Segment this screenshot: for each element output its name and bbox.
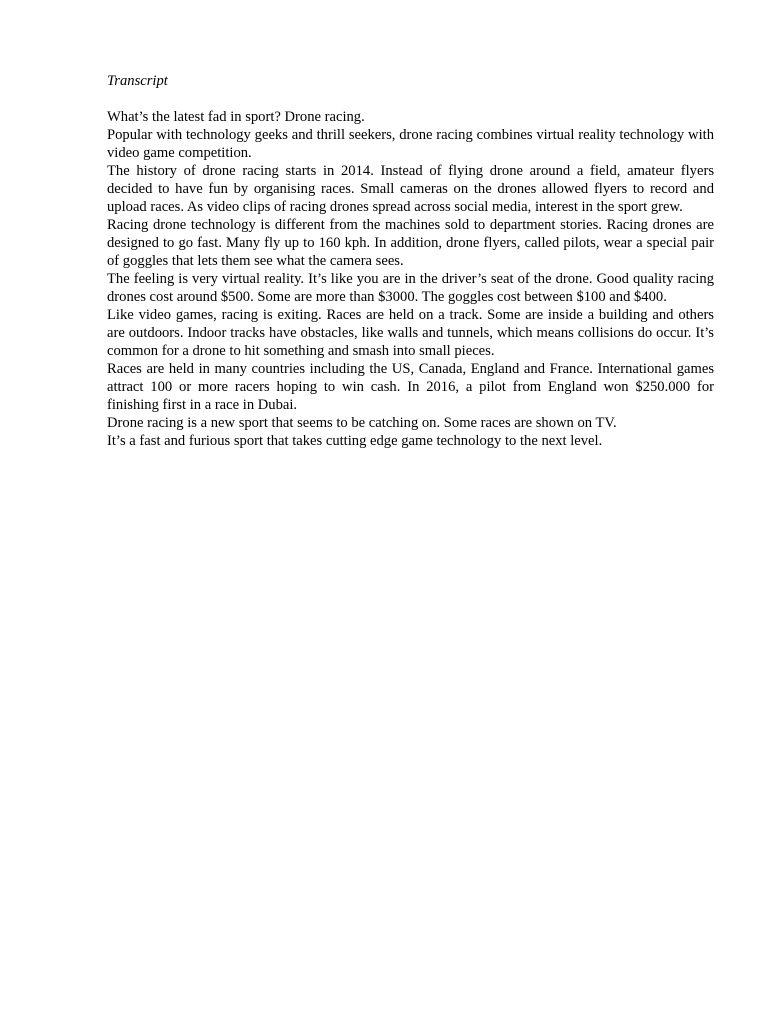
document-title: Transcript bbox=[107, 73, 168, 89]
paragraph: What’s the latest fad in sport? Drone racing. bbox=[107, 109, 365, 125]
document-body bbox=[107, 72, 714, 450]
paragraph: The history of drone racing starts in 2014. Instead of flying drone around a field, amateur flyers decided to have fun by organising races. Small cameras on the drones allowed flyers to record and upload races. As video clips of racing drones spread across social media, interest in the sport grew. bbox=[107, 163, 714, 215]
paragraph: Racing drone technology is different from the machines sold to department stories. Racing drones are designed to go fast. Many fly up to 160 kph. In addition, drone flyers, called pilots, wear a special pair of goggles that lets them see what the camera sees. bbox=[107, 217, 714, 269]
paragraph: Races are held in many countries including the US, Canada, England and France. International games attract 100 or more racers hoping to win cash. In 2016, a pilot from England won $250.000 for finishing first in a race in Dubai. bbox=[107, 361, 714, 413]
paragraph: Drone racing is a new sport that seems to be catching on. Some races are shown on TV. bbox=[107, 415, 617, 431]
paragraph: Like video games, racing is exiting. Races are held on a track. Some are inside a building and others are outdoors. Indoor tracks have obstacles, like walls and tunnels, which means collisions do occur. It’s common for a drone to hit something and smash into small pieces. bbox=[107, 307, 714, 359]
paragraph: It’s a fast and furious sport that takes cutting edge game technology to the next level. bbox=[107, 433, 603, 449]
paragraph: Popular with technology geeks and thrill seekers, drone racing combines virtual reality technology with video game competition. bbox=[107, 127, 714, 161]
paragraph: The feeling is very virtual reality. It’s like you are in the driver’s seat of the drone. Good quality racing drones cost around $500. Some are more than $3000. The goggles cost between $100 and $400. bbox=[107, 271, 714, 305]
